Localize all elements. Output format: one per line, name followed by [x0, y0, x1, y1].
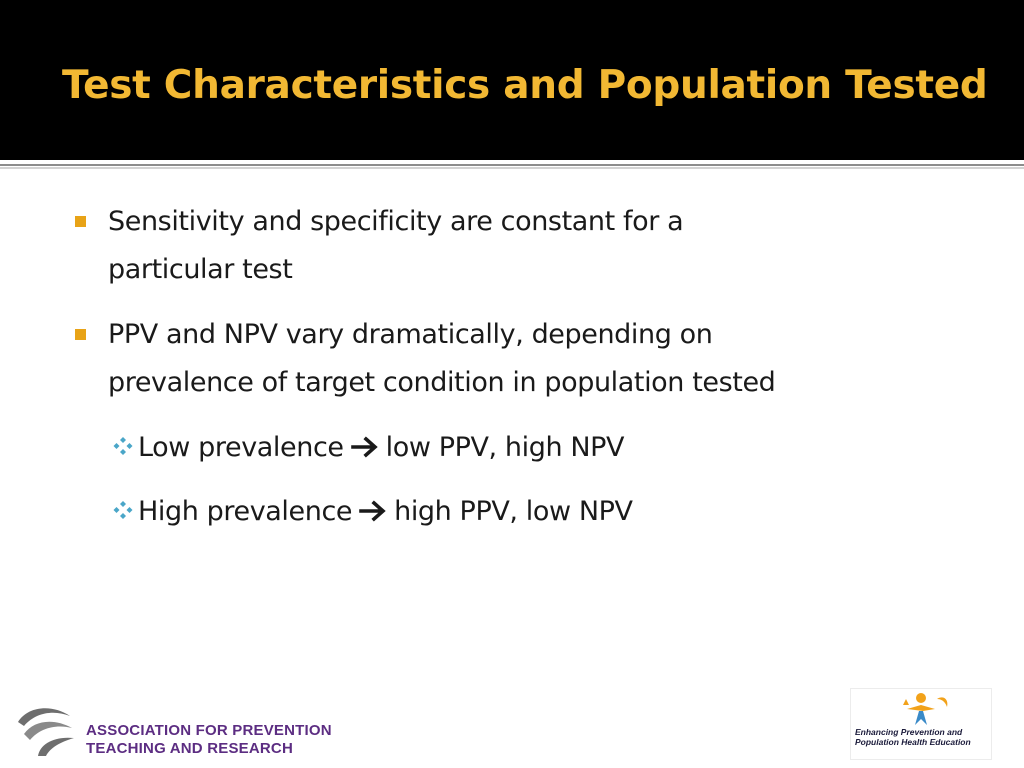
diamond-cluster-icon [110, 436, 136, 456]
aptr-name-line1: ASSOCIATION FOR PREVENTION [86, 722, 332, 739]
bullet-text-cont: prevalence of target condition in population tested [108, 367, 776, 398]
bullet-item [108, 198, 958, 294]
sub-bullet-result: low PPV, high NPV [385, 432, 625, 463]
square-bullet-icon [75, 329, 86, 340]
sub-bullet-text: Low prevalence [138, 432, 344, 463]
aptr-swoosh-icon [14, 700, 78, 758]
eppe-name-line1: Enhancing Prevention and [855, 727, 963, 737]
eppe-name-line2: Population Health Education [855, 737, 971, 747]
aptr-logo [14, 700, 354, 760]
bullet-item [108, 311, 958, 407]
bullet-text: Sensitivity and specificity are constant for a [108, 206, 684, 237]
right-arrow-icon [358, 500, 388, 522]
slide-title: Test Characteristics and Population Tested [62, 63, 988, 108]
title-divider [0, 164, 1024, 166]
sub-bullet-result: high PPV, low NPV [394, 496, 633, 527]
aptr-name-line2: TEACHING AND RESEARCH [86, 740, 293, 757]
figure-star-icon [893, 691, 953, 727]
bullet-text-cont: particular test [108, 254, 293, 285]
square-bullet-icon [75, 216, 86, 227]
sub-bullet-item [110, 488, 633, 536]
sub-bullet-item [110, 424, 624, 472]
bullet-text: PPV and NPV vary dramatically, depending on [108, 319, 713, 350]
right-arrow-icon [350, 436, 380, 458]
diamond-cluster-icon [110, 500, 136, 520]
title-divider-light [0, 167, 1024, 169]
eppe-logo [850, 688, 992, 760]
sub-bullet-text: High prevalence [138, 496, 353, 527]
title-bar [0, 0, 1024, 160]
